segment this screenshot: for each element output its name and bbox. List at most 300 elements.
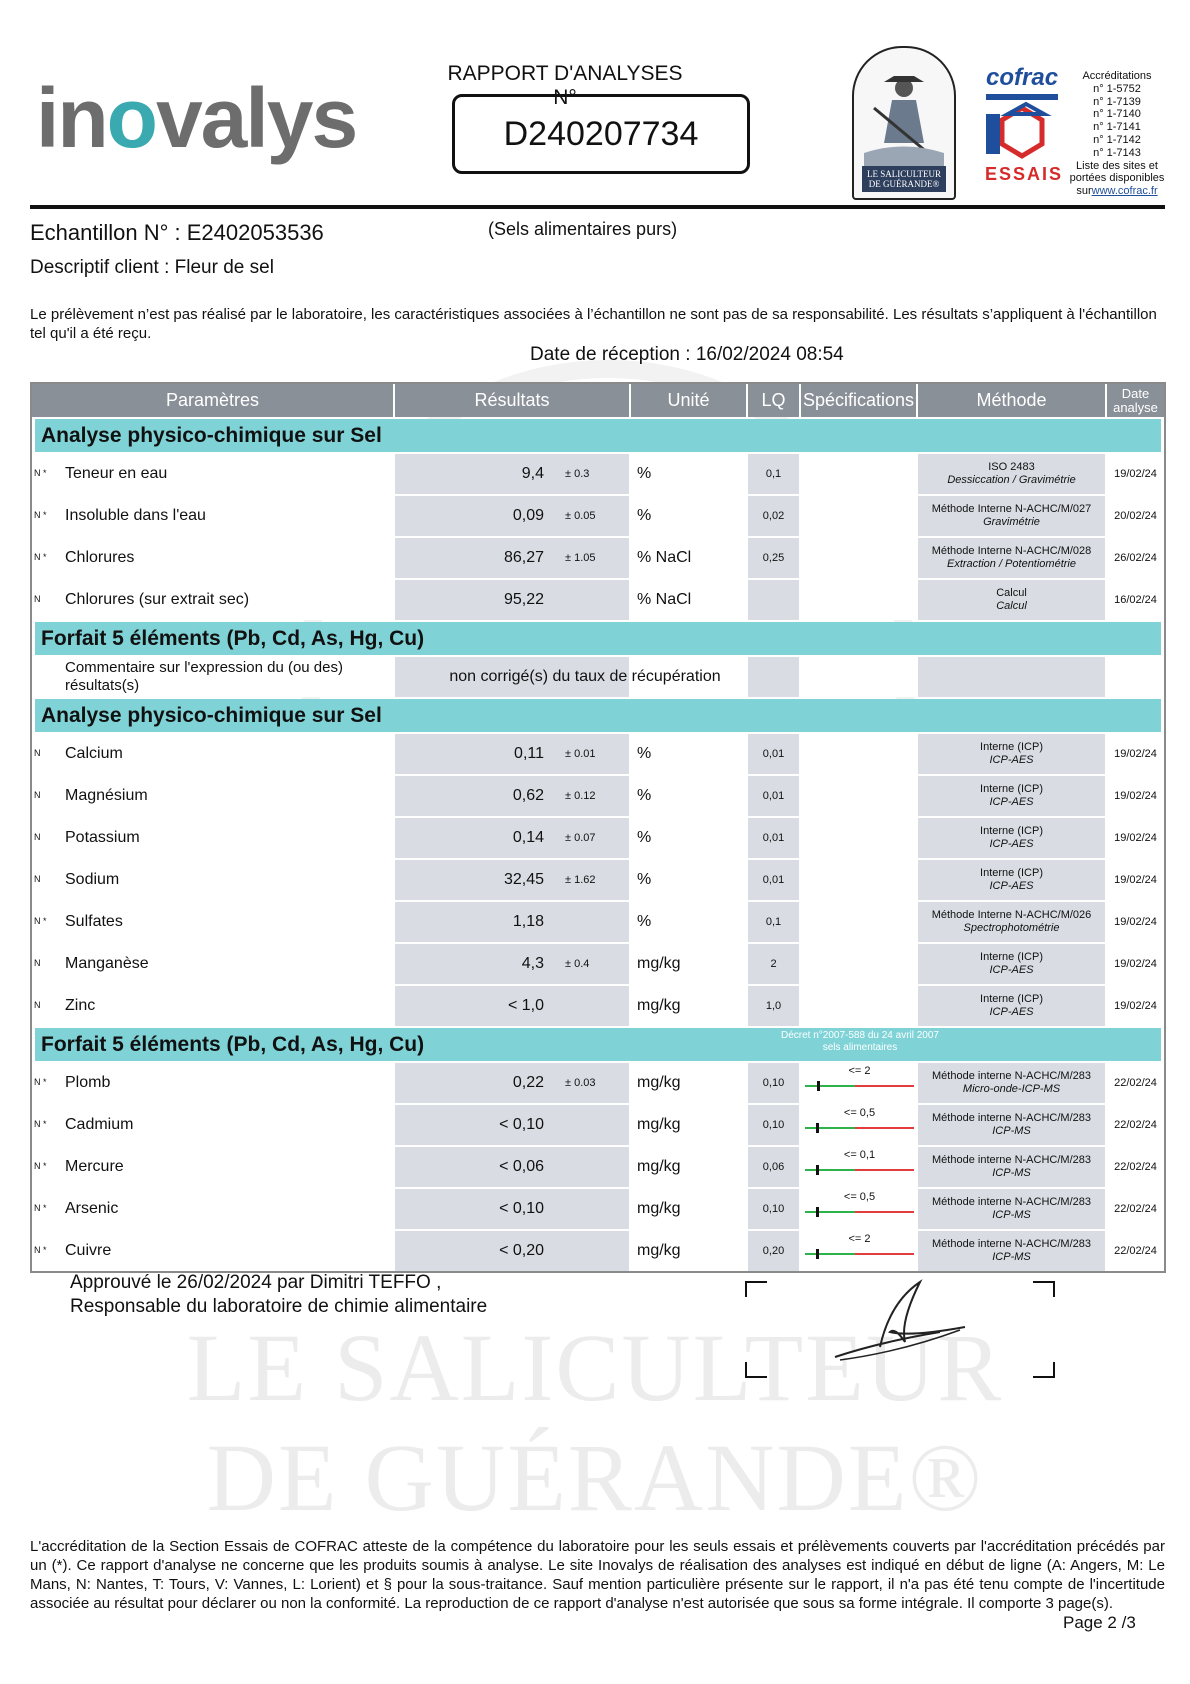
lq-cell: 0,1 [748,454,801,494]
unit-cell: mg/kg [631,1063,748,1103]
method-technique: Dessiccation / Gravimétrie [947,474,1076,486]
method-cell [918,1231,1107,1271]
result-cell [395,1189,631,1229]
parameter-name: Chlorures (sur extrait sec) [65,591,250,608]
sample-type: (Sels alimentaires purs) [488,219,678,239]
report-number: D240207734 [452,94,750,174]
method-cell [918,776,1107,816]
emblem-caption-1: LE SALICULTEUR [867,169,941,179]
section-header [35,419,1161,452]
spec-cell [801,1231,918,1271]
site-flag: N * [34,1077,47,1087]
parameter-cell [32,986,395,1026]
spec-cell [801,986,918,1026]
lq-cell: 0,25 [748,538,801,578]
method-name: Interne (ICP) [980,867,1043,879]
result-value: < 0,10 [499,1200,544,1217]
analysis-date: 22/02/24 [1107,1231,1164,1271]
table-row [32,1187,1164,1229]
spec-gauge-ok [805,1211,855,1213]
result-value: 0,22 [512,1074,544,1091]
handwritten-signature [820,1272,970,1372]
lq-cell: 0,10 [748,1189,801,1229]
parameter-name: Calcium [65,745,123,762]
section-title: Forfait 5 éléments (Pb, Cd, As, Hg, Cu) [41,1032,425,1056]
accr-note-1: Liste des sites et [1076,159,1158,172]
parameter-name: Zinc [65,997,96,1014]
parameter-name: Mercure [65,1158,124,1175]
result-value: < 1,0 [507,997,544,1014]
result-cell [395,1063,631,1103]
unit-cell: % [631,818,748,858]
unit-cell: % [631,902,748,942]
spec-cell [801,734,918,774]
spec-gauge-over [855,1085,914,1087]
signature-frame-corner [745,1281,767,1297]
lq-cell: 2 [748,944,801,984]
result-cell [395,776,631,816]
accreditation-footer: L'accréditation de la Section Essais de COFRAC atteste de la compétence du laboratoire pour les seuls essais et prélèvements couverts par l'accréditation précédés par un (*). Ce rapport d'analyse ne concerne que les produits soumis à analyse. Le site Inovalys de réalisation des analyses est indiqué en début de ligne (A: Angers, M: Le Mans, N: Nantes, T: Tours, V: Vannes, L: Lorient) et § pour la sous-traitance. Sauf mention particulière présente sur le rapport, il n'a pas été tenu compte de l'incertitude associée au résultat pour déclarer ou non la conformité. La reproduction de ce rapport d'analyse n'est autorisée que sous sa forme intégrale. Il comporte 3 page(s). [30,1538,1165,1612]
parameter-name: Teneur en eau [65,465,168,482]
analysis-date: 19/02/24 [1107,818,1164,858]
method-technique: Gravimétrie [983,516,1040,528]
result-uncertainty: ± 1.62 [565,874,596,886]
spec-gauge-over [855,1253,914,1255]
method-technique: ICP-MS [992,1209,1031,1221]
result-cell [395,1105,631,1145]
analysis-date: 19/02/24 [1107,902,1164,942]
signature-frame-corner [1033,1362,1055,1378]
spec-cell [801,657,918,697]
method-name: Méthode Interne N-ACHC/M/028 [931,545,1092,557]
method-cell [918,860,1107,900]
method-cell [918,1105,1107,1145]
section-title: Analyse physico-chimique sur Sel [41,423,382,447]
accreditation-number: n° 1-7139 [1093,95,1141,108]
spec-cell [801,902,918,942]
spec-gauge-ok [805,1169,855,1171]
lq-cell [748,580,801,620]
watermark-line-1: LE SALICULTEUR [186,1314,1004,1421]
lq-cell: 0,06 [748,1147,801,1187]
parameter-cell [32,1189,395,1229]
spec-cell [801,776,918,816]
date-cell [1107,657,1164,697]
method-technique: Extraction / Potentiométrie [946,558,1076,570]
header-divider [30,205,1165,209]
comment-value: non corrigé(s) du taux de récupération [449,668,721,685]
lq-cell: 1,0 [748,986,801,1026]
method-cell [918,657,1107,697]
spec-gauge-marker [816,1249,819,1259]
header-specifications: Spécifications [801,384,918,417]
lq-cell: 0,01 [748,860,801,900]
approval-line-1: Approuvé le 26/02/2024 par Dimitri TEFFO , [70,1272,442,1293]
site-flag: N * [34,916,47,926]
method-cell [918,944,1107,984]
accr-note-2: portées disponibles [1069,172,1165,185]
parameter-name: Arsenic [65,1200,119,1217]
saliculteur-emblem [852,46,956,200]
parameter-cell [32,1231,395,1271]
parameter-name: Potassium [65,829,140,846]
table-row [32,942,1164,984]
method-cell [918,818,1107,858]
unit-cell: mg/kg [631,944,748,984]
analysis-date: 22/02/24 [1107,1105,1164,1145]
table-row [32,578,1164,620]
parameter-name: Cuivre [65,1242,112,1259]
unit-cell: mg/kg [631,1147,748,1187]
method-technique: ICP-MS [992,1125,1031,1137]
analysis-date: 20/02/24 [1107,496,1164,536]
spec-cell [801,1147,918,1187]
table-row [32,1145,1164,1187]
method-technique: Spectrophotométrie [963,922,1060,934]
site-flag: N * [34,468,47,478]
site-flag: N [34,1000,41,1010]
method-name: Interne (ICP) [980,951,1043,963]
table-row [32,1061,1164,1103]
analysis-date: 19/02/24 [1107,944,1164,984]
result-uncertainty: ± 0.07 [565,832,596,844]
parameter-cell [32,454,395,494]
table-row [32,452,1164,494]
spec-gauge-marker [817,1081,820,1091]
method-technique: ICP-AES [989,1006,1034,1018]
header-unite: Unité [631,384,748,417]
spec-cell [801,538,918,578]
site-flag: N * [34,1119,47,1129]
result-cell [395,580,631,620]
table-row [32,1229,1164,1271]
analysis-date: 16/02/24 [1107,580,1164,620]
method-name: Interne (ICP) [980,825,1043,837]
method-technique: ICP-AES [989,796,1034,808]
table-header [32,384,1164,417]
parameter-cell [32,1147,395,1187]
analysis-date: 22/02/24 [1107,1147,1164,1187]
method-cell [918,734,1107,774]
result-uncertainty: ± 0.3 [565,468,590,480]
result-uncertainty: ± 0.03 [565,1077,596,1089]
result-value: 0,11 [514,745,544,762]
result-value: 86,27 [503,549,544,566]
lq-cell: 0,01 [748,734,801,774]
accreditation-number: n° 1-5752 [1093,82,1141,95]
accreditation-number: n° 1-7143 [1093,146,1141,159]
method-cell [918,538,1107,578]
result-value: 0,09 [512,507,544,524]
method-name: Méthode interne N-ACHC/M/283 [932,1238,1091,1250]
method-technique: ICP-AES [989,754,1034,766]
result-value: 0,14 [512,829,544,846]
approval-line-2: Responsable du laboratoire de chimie alimentaire [70,1296,488,1317]
spec-gauge [805,1085,914,1087]
method-technique: Micro-onde-ICP-MS [962,1083,1061,1095]
table-row [32,494,1164,536]
signature-frame-corner [745,1362,767,1378]
parameter-cell [32,538,395,578]
parameter-name: Sodium [65,871,120,888]
unit-cell: mg/kg [631,986,748,1026]
accreditation-number: n° 1-7141 [1093,121,1141,134]
table-row [32,900,1164,942]
method-technique: ICP-AES [989,880,1034,892]
analysis-date: 19/02/24 [1107,986,1164,1026]
analysis-date: 19/02/24 [1107,454,1164,494]
unit-cell: % [631,776,748,816]
spec-cell [801,860,918,900]
parameter-cell [32,902,395,942]
method-cell [918,986,1107,1026]
parameter-name: Insoluble dans l'eau [65,507,206,524]
table-row [32,1103,1164,1145]
result-uncertainty: ± 0.01 [565,748,596,760]
result-cell [395,496,631,536]
result-value: < 0,06 [499,1158,544,1175]
parameter-cell [32,1063,395,1103]
lq-cell: 0,10 [748,1063,801,1103]
site-flag: N [34,958,41,968]
parameter-cell [32,944,395,984]
result-value: 95,22 [503,591,544,608]
result-uncertainty: ± 1.05 [565,552,596,564]
unit-cell: mg/kg [631,1105,748,1145]
site-flag: N [34,832,41,842]
result-cell [395,986,631,1026]
unit-cell: % NaCl [631,580,748,620]
watermark-line-2: DE GUÉRANDE® [206,1424,984,1531]
site-flag: N * [34,1161,47,1171]
accreditations-block [1062,70,1172,198]
site-flag: N [34,748,41,758]
reception-date: Date de réception : 16/02/2024 08:54 [530,344,844,365]
accr-note-3: sur [1076,185,1092,198]
table-row [32,816,1164,858]
method-technique: ICP-AES [989,838,1034,850]
method-name: Interne (ICP) [980,741,1043,753]
spec-gauge-over [855,1211,914,1213]
result-cell [395,818,631,858]
spec-limit: <= 0,1 [843,1149,876,1161]
lq-cell: 0,10 [748,1105,801,1145]
spec-limit: <= 0,5 [843,1107,876,1119]
analysis-date: 26/02/24 [1107,538,1164,578]
site-flag: N [34,874,41,884]
parameter-name: Cadmium [65,1116,134,1133]
spec-gauge-ok [805,1085,855,1087]
table-row [32,984,1164,1026]
method-cell [918,496,1107,536]
table-row [32,732,1164,774]
section-title: Forfait 5 éléments (Pb, Cd, As, Hg, Cu) [41,626,425,650]
method-name: Méthode Interne N-ACHC/M/026 [931,909,1092,921]
spec-gauge [805,1211,914,1213]
accreditation-number: n° 1-7142 [1093,133,1141,146]
parameter-name: Magnésium [65,787,148,804]
comment-row [32,655,1164,697]
spec-gauge-over [855,1127,914,1129]
regulation-reference: Décret n°2007-588 du 24 avril 2007 sels alimentaires [781,1030,939,1053]
lq-cell: 0,20 [748,1231,801,1271]
result-uncertainty: ± 0.4 [565,958,590,970]
emblem-caption-2: DE GUÉRANDE® [868,179,940,189]
header-date-analyse: Date analyse [1113,385,1158,415]
sampling-note: Le prélèvement n’est pas réalisé par le laboratoire, les caractéristiques associées à l’échantillon ne sont pas de sa responsabilité. Les résultats s’appliquent à l'échantillon tel qu'il a été reçu. [30,306,1157,342]
parameter-cell [32,860,395,900]
result-value: < 0,10 [499,1116,544,1133]
method-cell [918,1189,1107,1229]
spec-gauge-marker [816,1123,819,1133]
header-lq: LQ [748,384,801,417]
parameter-cell [32,496,395,536]
result-cell [395,734,631,774]
method-cell [918,454,1107,494]
essais-label: ESSAIS [985,164,1064,184]
unit-cell: % [631,496,748,536]
spec-gauge-ok [805,1127,855,1129]
parameter-name: Chlorures [65,549,135,566]
spec-cell [801,496,918,536]
parameter-cell [32,580,395,620]
method-name: Méthode interne N-ACHC/M/283 [932,1196,1091,1208]
unit-cell: % [631,734,748,774]
spec-cell [801,944,918,984]
method-name: Méthode Interne N-ACHC/M/027 [931,503,1092,515]
parameter-cell [32,818,395,858]
lq-cell: 0,02 [748,496,801,536]
result-value: 9,4 [521,465,544,482]
method-name: Calcul [996,587,1027,599]
spec-cell [801,1189,918,1229]
result-cell [395,1147,631,1187]
spec-gauge [805,1169,914,1171]
report-title: RAPPORT D'ANALYSES N° [447,62,683,109]
site-flag: N * [34,1203,47,1213]
table-row [32,774,1164,816]
method-name: Méthode interne N-ACHC/M/283 [932,1070,1091,1082]
client-description: Descriptif client : Fleur de sel [30,257,274,278]
result-cell [395,1231,631,1271]
result-value: 32,45 [503,871,544,888]
method-cell [918,902,1107,942]
unit-cell: mg/kg [631,1189,748,1229]
lq-cell: 0,1 [748,902,801,942]
spec-limit: <= 0,5 [843,1191,876,1203]
sample-number: Echantillon N° : E2402053536 [30,220,324,245]
parameter-name: Manganèse [65,955,149,972]
header-parametres: Paramètres [32,384,395,417]
inovalys-logo: inovalys [36,71,357,165]
result-uncertainty: ± 0.05 [565,510,596,522]
result-cell [395,538,631,578]
section-header [35,699,1161,732]
unit-cell: % [631,454,748,494]
analysis-date: 22/02/24 [1107,1189,1164,1229]
section-header [35,1028,1161,1061]
method-name: ISO 2483 [988,461,1035,473]
spec-gauge [805,1127,914,1129]
analysis-date: 19/02/24 [1107,776,1164,816]
result-value: 4,3 [521,955,544,972]
spec-gauge [805,1253,914,1255]
spec-limit: <= 2 [848,1233,871,1245]
accreditations-title: Accréditations [1082,70,1152,82]
signature-frame-corner [1033,1281,1055,1297]
parameter-name: Plomb [65,1074,111,1091]
analysis-date: 19/02/24 [1107,860,1164,900]
spec-cell [801,1063,918,1103]
result-cell [395,454,631,494]
unit-cell: % [631,860,748,900]
unit-cell: mg/kg [631,1231,748,1271]
page-number: Page 2 /3 [1063,1613,1136,1632]
section-title: Analyse physico-chimique sur Sel [41,703,382,727]
unit-cell: % NaCl [631,538,748,578]
site-flag: N [34,594,41,604]
parameter-cell [32,1105,395,1145]
parameter-name: Sulfates [65,913,123,930]
spec-gauge-marker [816,1207,819,1217]
site-flag: N * [34,510,47,520]
method-name: Méthode interne N-ACHC/M/283 [932,1154,1091,1166]
method-name: Interne (ICP) [980,993,1043,1005]
header-methode: Méthode [918,384,1107,417]
site-flag: N * [34,552,47,562]
cofrac-link[interactable]: www.cofrac.fr [1091,185,1158,198]
method-cell [918,1147,1107,1187]
analysis-date: 22/02/24 [1107,1063,1164,1103]
section-header [35,622,1161,655]
method-cell [918,580,1107,620]
spec-cell [801,580,918,620]
spec-limit: <= 2 [848,1065,871,1077]
method-technique: Calcul [996,600,1027,612]
method-technique: ICP-MS [992,1167,1031,1179]
spec-gauge-over [855,1169,914,1171]
method-name: Interne (ICP) [980,783,1043,795]
approval-block [70,1271,487,1319]
spec-cell [801,818,918,858]
spec-gauge-ok [805,1253,855,1255]
method-cell [918,1063,1107,1103]
result-uncertainty: ± 0.12 [565,790,596,802]
cofrac-hexagon-icon [986,94,1058,164]
method-name: Méthode interne N-ACHC/M/283 [932,1112,1091,1124]
spec-cell [801,1105,918,1145]
spec-gauge-marker [816,1165,819,1175]
lq-cell: 0,01 [748,818,801,858]
lq-cell: 0,01 [748,776,801,816]
result-value: 0,62 [512,787,544,804]
result-cell [395,944,631,984]
result-cell [395,902,631,942]
spec-cell [801,454,918,494]
comment-value-cell [395,657,721,697]
result-value: 1,18 [512,913,544,930]
site-flag: N [34,790,41,800]
method-technique: ICP-AES [989,964,1034,976]
table-row [32,858,1164,900]
site-flag: N * [34,1245,47,1255]
accreditation-number: n° 1-7140 [1093,108,1141,121]
result-value: < 0,20 [499,1242,544,1259]
parameter-cell [32,776,395,816]
result-cell [395,860,631,900]
comment-label: Commentaire sur l'expression du (ou des) résultats(s) [32,657,395,697]
table-body [32,419,1164,1271]
